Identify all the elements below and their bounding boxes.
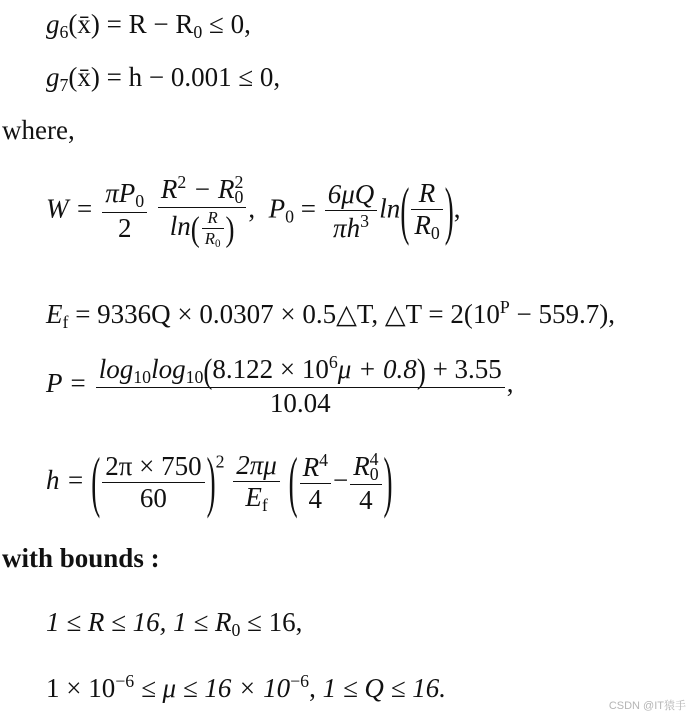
equation-h: h = ( $\frac{2\pi \times 750}{60}$ )$^2$ $\frac{2\pi\mu}{E_f}$ ( $\frac{R^4}{4}$ − $\frac{R_0^4}{4}$ ) [46,443,393,519]
paren-right: ) [416,351,426,391]
fraction-r-over-r0-small: $\frac{R}{R_0}$ [202,208,224,250]
fraction-r4-over-4: $\frac{R^4}{4}$ [300,450,331,515]
equation-w-p0: W = $\frac{\pi P_0}{2}$ $R^2 - R_0^2$ ln( $\frac{R}{R_0}$ ) , $P_0$ = $\frac{6\mu Q}{\pi h^3}$ ln( $\frac{R}{R_0}$ ), [46,172,461,250]
fraction-pi-p0-over-2: $\frac{\pi P_0}{2}$ [102,178,147,244]
fraction-r2-minus-r02: $R^2 - R_0^2$ ln( $\frac{R}{R_0}$ ) [158,172,246,250]
equation-ef: $E_f = 9336Q \times 0.0307$ × 0.5△T, △T = $2(10^P - 559.7)$, [46,297,616,332]
constraint-g6: $g_6(x̄) = R - R_0 \le 0$, [46,9,251,42]
paren-right: ) [383,443,393,519]
paren-left: ( [288,443,298,519]
fraction-r-over-r0: $\frac{R}{R_0}$ [411,178,442,244]
csdn-watermark: CSDN @IT猿手 [608,700,686,712]
bounds-label: with bounds : [2,543,160,573]
equation-p: P = $\frac{\log_{10}\log_{10}(8.122 \times 10^6\mu + 0.8) + 3.55}{10.04}$ , [46,351,514,419]
fraction-log-over-1004: $\frac{\log_{10}\log_{10}(8.122 \times 10^6\mu + 0.8) + 3.55}{10.04}$ [96,352,505,419]
paren-left: ( [203,351,213,391]
bounds-line-2: $1 \times 10^{-6} \le \mu \le 16 \times 10^{-6}$, 1 ≤ Q ≤ 16. [46,671,446,703]
fraction-2pimu-over-ef: $\frac{2\pi\mu}{E_f}$ [233,450,280,516]
paren-left: ( [190,209,200,249]
where-label: where, [2,115,75,145]
paren-right: ) [444,173,454,246]
paren-right: ) [206,443,216,519]
bounds-line-1: 1 ≤ R ≤ 16, $1 \le R_0 \le 16$, [46,607,303,640]
paren-left: ( [400,173,410,246]
paren-right: ) [225,209,235,249]
constraint-g7: $g_7(x̄) = h - 0.001 \le 0$, [46,62,281,95]
paren-left: ( [91,443,101,519]
fraction-2pi750-over-60: $\frac{2\pi \times 750}{60}$ [102,451,204,514]
fraction-r04-over-4: $\frac{R_0^4}{4}$ [350,449,381,516]
fraction-6muq-over-pih3: $\frac{6\mu Q}{\pi h^3}$ [325,179,378,244]
